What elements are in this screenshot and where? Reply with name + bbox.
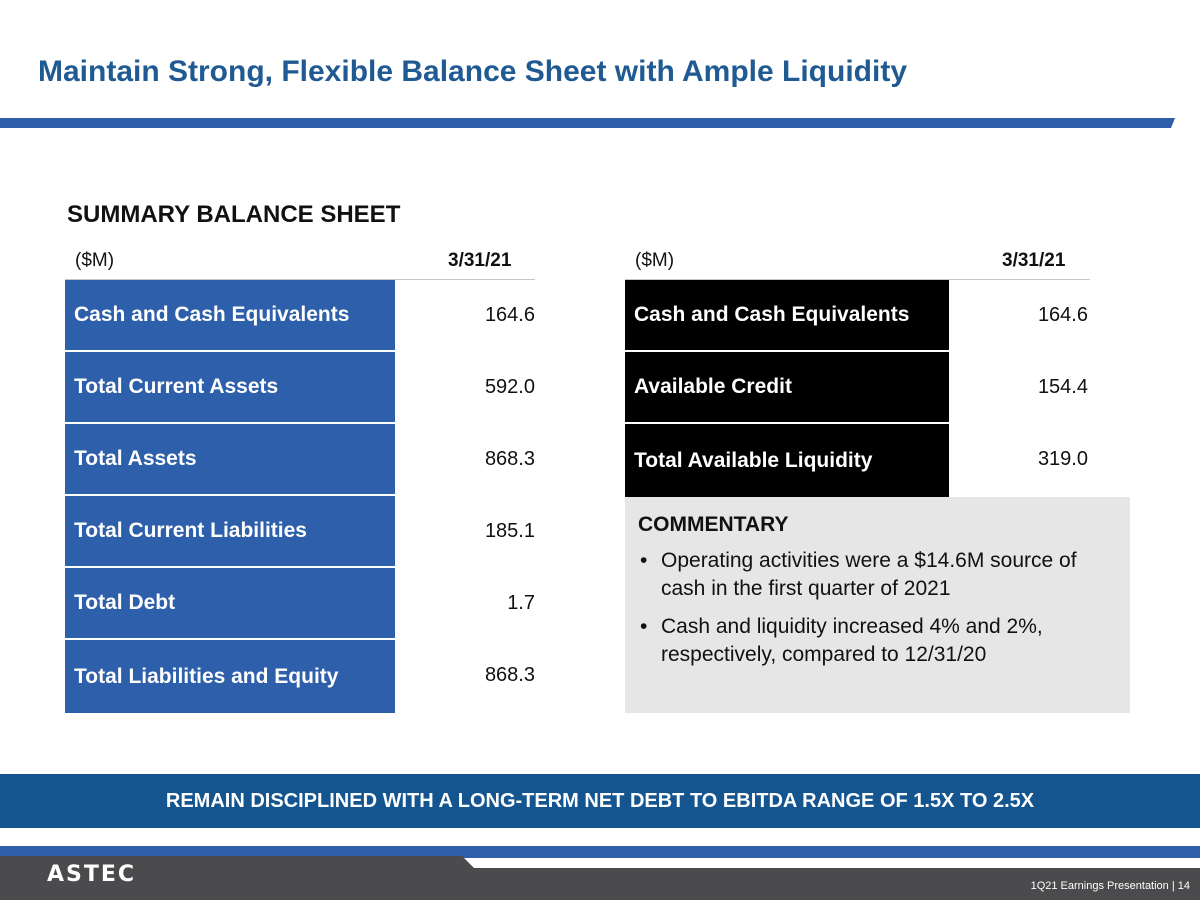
bullet-icon: • — [640, 549, 648, 572]
balance-sheet-table — [65, 280, 535, 713]
right-unit-label: ($M) — [635, 250, 675, 271]
section-title: SUMMARY BALANCE SHEET — [67, 201, 401, 228]
table-row — [65, 568, 535, 638]
row-value: 164.6 — [1037, 303, 1088, 326]
commentary-bullet — [638, 613, 1116, 669]
left-unit-label: ($M) — [75, 250, 115, 271]
row-label: Cash and Cash Equivalents — [625, 280, 949, 350]
company-logo: ASTEC — [47, 862, 137, 887]
row-label: Total Debt — [65, 568, 395, 638]
footer-page-info: 1Q21 Earnings Presentation | 14 — [1030, 880, 1190, 892]
row-label: Total Assets — [65, 424, 395, 494]
commentary-heading: COMMENTARY — [638, 513, 789, 536]
right-date-label: 3/31/21 — [1002, 250, 1066, 271]
row-value: 868.3 — [484, 447, 535, 470]
table-row — [625, 424, 1090, 497]
table-row — [65, 352, 535, 422]
bullet-icon: • — [640, 615, 648, 638]
table-row — [65, 640, 535, 713]
row-label: Total Current Liabilities — [65, 496, 395, 566]
footer-bar — [0, 856, 1200, 900]
row-label: Total Current Assets — [65, 352, 395, 422]
title-divider — [0, 118, 1175, 128]
table-row — [625, 352, 1090, 422]
key-message-banner: REMAIN DISCIPLINED WITH A LONG-TERM NET DEBT TO EBITDA RANGE OF 1.5X TO 2.5X — [0, 774, 1200, 828]
row-value: 1.7 — [507, 591, 535, 614]
table-row — [65, 496, 535, 566]
table-row — [625, 280, 1090, 350]
row-value: 592.0 — [484, 375, 535, 398]
liquidity-table — [625, 280, 1090, 497]
left-date-label: 3/31/21 — [448, 250, 512, 271]
bullet-text: Operating activities were a $14.6M source of cash in the first quarter of 2021 — [661, 549, 1077, 600]
row-label: Total Available Liquidity — [625, 424, 949, 497]
page-title: Maintain Strong, Flexible Balance Sheet with Ample Liquidity — [38, 55, 908, 88]
row-label: Cash and Cash Equivalents — [65, 280, 395, 350]
row-value: 868.3 — [484, 663, 535, 686]
row-value: 164.6 — [484, 303, 535, 326]
row-label: Available Credit — [625, 352, 949, 422]
row-value: 154.4 — [1037, 375, 1088, 398]
commentary-box — [625, 497, 1130, 713]
row-value: 185.1 — [484, 519, 535, 542]
commentary-bullet — [638, 547, 1116, 603]
row-label: Total Liabilities and Equity — [65, 640, 395, 713]
bullet-text: Cash and liquidity increased 4% and 2%, respectively, compared to 12/31/20 — [661, 615, 1043, 666]
row-value: 319.0 — [1037, 447, 1088, 470]
table-row — [65, 280, 535, 350]
table-row — [65, 424, 535, 494]
